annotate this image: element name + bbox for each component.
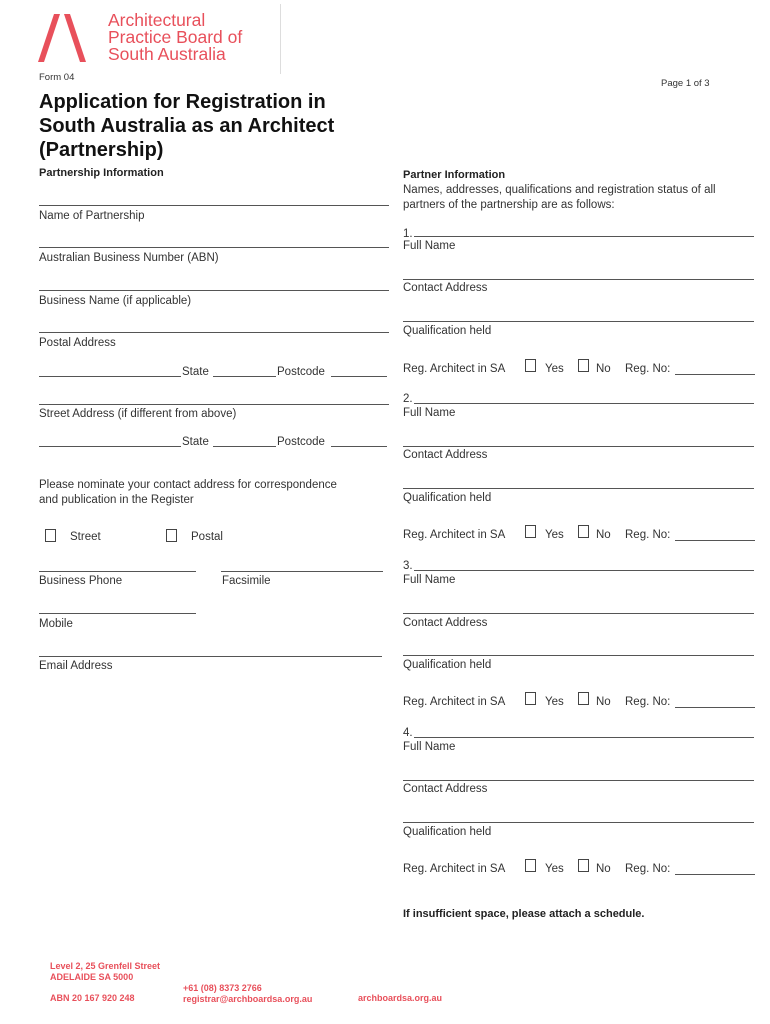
qualification-label: Qualification held xyxy=(403,826,492,838)
partner-1-registration-row xyxy=(403,363,755,379)
business-phone-field[interactable] xyxy=(39,571,196,572)
partner-2-yes-checkbox[interactable] xyxy=(525,525,536,538)
partner-3-qualification-field[interactable] xyxy=(403,655,754,656)
partner-4-full-name-field[interactable] xyxy=(414,737,754,738)
partner-number: 4. xyxy=(403,727,413,739)
full-name-label: Full Name xyxy=(403,741,456,753)
street-suburb-field[interactable] xyxy=(39,446,181,447)
partner-3-no-checkbox[interactable] xyxy=(578,692,589,705)
postal-postcode-field[interactable] xyxy=(331,376,387,377)
contact-address-label: Contact Address xyxy=(403,783,488,795)
full-name-label: Full Name xyxy=(403,574,456,586)
form-number: Form 04 xyxy=(39,72,75,83)
reg-architect-label: Reg. Architect in SA xyxy=(403,529,506,541)
partner-info-heading: Partner Information xyxy=(403,169,506,181)
partner-4-yes-checkbox[interactable] xyxy=(525,859,536,872)
postal-address-field[interactable] xyxy=(39,332,389,333)
partnership-info-heading: Partnership Information xyxy=(39,167,164,179)
postal-state-label: State xyxy=(182,366,209,378)
abn-label: Australian Business Number (ABN) xyxy=(39,252,219,264)
partner-2-qualification-field[interactable] xyxy=(403,488,754,489)
partner-4-no-checkbox[interactable] xyxy=(578,859,589,872)
partner-number: 3. xyxy=(403,560,413,572)
partner-4-reg-no-field[interactable] xyxy=(675,874,755,875)
reg-architect-label: Reg. Architect in SA xyxy=(403,696,506,708)
partner-4-contact-address-field[interactable] xyxy=(403,780,754,781)
yes-label: Yes xyxy=(545,363,564,375)
street-state-label: State xyxy=(182,436,209,448)
partner-1-contact-address-field[interactable] xyxy=(403,279,754,280)
partner-number: 2. xyxy=(403,393,413,405)
contact-address-label: Contact Address xyxy=(403,617,488,629)
qualification-label: Qualification held xyxy=(403,492,492,504)
postal-address-label: Postal Address xyxy=(39,337,116,349)
email-field[interactable] xyxy=(39,656,382,657)
partner-2-contact-address-field[interactable] xyxy=(403,446,754,447)
business-phone-label: Business Phone xyxy=(39,575,123,587)
partner-4-qualification-field[interactable] xyxy=(403,822,754,823)
mobile-field[interactable] xyxy=(39,613,196,614)
email-label: Email Address xyxy=(39,660,113,672)
street-checkbox[interactable] xyxy=(45,529,56,542)
street-address-label: Street Address (if different from above) xyxy=(39,408,237,420)
postal-postcode-label: Postcode xyxy=(277,366,325,378)
reg-no-label: Reg. No: xyxy=(625,363,671,375)
partner-3-full-name-field[interactable] xyxy=(414,570,754,571)
reg-no-label: Reg. No: xyxy=(625,863,671,875)
partner-2-reg-no-field[interactable] xyxy=(675,540,755,541)
nominate-contact-text: Please nominate your contact address for correspondence and publication in the Register xyxy=(39,479,337,506)
street-address-field[interactable] xyxy=(39,404,389,405)
business-name-field[interactable] xyxy=(39,290,389,291)
no-label: No xyxy=(596,863,611,875)
mobile-label: Mobile xyxy=(39,618,73,630)
reg-no-label: Reg. No: xyxy=(625,529,671,541)
footer-email[interactable]: registrar@archboardsa.org.au xyxy=(183,994,313,1004)
partner-3-yes-checkbox[interactable] xyxy=(525,692,536,705)
yes-label: Yes xyxy=(545,529,564,541)
partner-2-no-checkbox[interactable] xyxy=(578,525,589,538)
postal-checkbox[interactable] xyxy=(166,529,177,542)
footer-website[interactable]: archboardsa.org.au xyxy=(358,993,443,1003)
partner-number: 1. xyxy=(403,228,413,240)
street-postcode-label: Postcode xyxy=(277,436,325,448)
partner-2-registration-row xyxy=(403,529,755,545)
full-name-label: Full Name xyxy=(403,240,456,252)
street-option-label: Street xyxy=(70,531,101,543)
street-state-field[interactable] xyxy=(213,446,276,447)
footer-address: Level 2, 25 Grenfell Street ADELAIDE SA 5000 xyxy=(50,961,161,982)
board-logo-text: Architectural Practice Board of South Australia xyxy=(108,10,243,64)
partner-1-qualification-field[interactable] xyxy=(403,321,754,322)
board-logo-mark xyxy=(34,12,90,64)
partner-3-registration-row xyxy=(403,696,755,712)
yes-label: Yes xyxy=(545,696,564,708)
postal-state-field[interactable] xyxy=(213,376,276,377)
partner-1-reg-no-field[interactable] xyxy=(675,374,755,375)
footer-abn: ABN 20 167 920 248 xyxy=(50,993,135,1003)
full-name-label: Full Name xyxy=(403,407,456,419)
partner-2-full-name-field[interactable] xyxy=(414,403,754,404)
facsimile-field[interactable] xyxy=(221,571,383,572)
qualification-label: Qualification held xyxy=(403,325,492,337)
insufficient-space-note: If insufficient space, please attach a schedule. xyxy=(403,908,645,920)
partner-4-registration-row xyxy=(403,863,755,879)
contact-address-label: Contact Address xyxy=(403,282,488,294)
partner-1-yes-checkbox[interactable] xyxy=(525,359,536,372)
reg-architect-label: Reg. Architect in SA xyxy=(403,863,506,875)
no-label: No xyxy=(596,696,611,708)
page-indicator: Page 1 of 3 xyxy=(661,78,710,89)
header-divider xyxy=(280,4,281,74)
postal-option-label: Postal xyxy=(191,531,223,543)
contact-address-label: Contact Address xyxy=(403,449,488,461)
no-label: No xyxy=(596,363,611,375)
footer-contact xyxy=(183,983,312,1005)
reg-no-label: Reg. No: xyxy=(625,696,671,708)
partner-1-no-checkbox[interactable] xyxy=(578,359,589,372)
partner-1-full-name-field[interactable] xyxy=(414,236,754,237)
reg-architect-label: Reg. Architect in SA xyxy=(403,363,506,375)
facsimile-label: Facsimile xyxy=(222,575,271,587)
yes-label: Yes xyxy=(545,863,564,875)
footer-phone: +61 (08) 8373 2766 xyxy=(183,983,262,993)
partner-info-intro: Names, addresses, qualifications and registration status of all partners of the partnership are as follows: xyxy=(403,184,716,211)
business-name-label: Business Name (if applicable) xyxy=(39,295,192,307)
name-of-partnership-field[interactable] xyxy=(39,205,389,206)
no-label: No xyxy=(596,529,611,541)
partner-3-contact-address-field[interactable] xyxy=(403,613,754,614)
qualification-label: Qualification held xyxy=(403,659,492,671)
postal-suburb-field[interactable] xyxy=(39,376,181,377)
abn-field[interactable] xyxy=(39,247,389,248)
page-title: Application for Registration in South Australia as an Architect (Partnership) xyxy=(39,91,335,161)
name-of-partnership-label: Name of Partnership xyxy=(39,210,145,222)
partner-3-reg-no-field[interactable] xyxy=(675,707,755,708)
street-postcode-field[interactable] xyxy=(331,446,387,447)
